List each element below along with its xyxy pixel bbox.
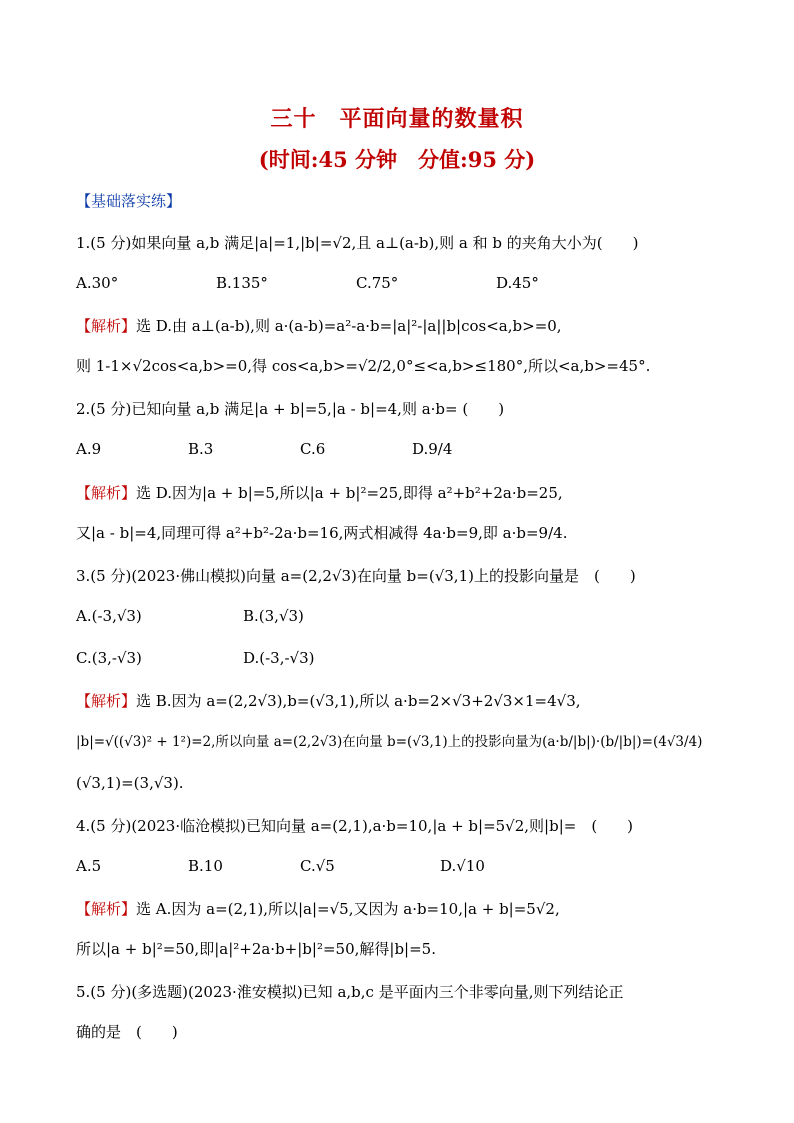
question-5-stem-cont: 确的是 ( )	[76, 1023, 178, 1041]
q2-analysis	[76, 482, 563, 504]
q1-option-c: C.75°	[356, 274, 399, 292]
q3-option-d: D.(-3,-√3)	[243, 649, 315, 667]
q1-analysis	[76, 315, 562, 337]
question-3-stem: 3.(5 分)(2023·佛山模拟)向量 a=(2,2√3)在向量 b=(√3,1)上的投影向量是 ( )	[76, 567, 636, 585]
analysis-label: 【解析】	[76, 317, 137, 335]
analysis-label: 【解析】	[76, 900, 137, 918]
q3-analysis	[76, 690, 581, 712]
q3-option-b: B.(3,√3)	[243, 607, 304, 625]
q3-option-a: A.(-3,√3)	[76, 607, 142, 625]
q1-option-a: A.30°	[76, 274, 119, 292]
analysis-text: 选 A.因为 a=(2,1),所以|a|=√5,又因为 a·b=10,|a + b|=5√2,	[136, 900, 560, 918]
question-5-stem: 5.(5 分)(多选题)(2023·淮安模拟)已知 a,b,c 是平面内三个非零向量,则下列结论正	[76, 983, 624, 1001]
analysis-label: 【解析】	[76, 484, 137, 502]
q1-analysis-line2: 则 1-1×√2cos<a,b>=0,得 cos<a,b>=√2/2,0°≤<a,b>≤180°,所以<a,b>=45°.	[76, 357, 651, 375]
q2-analysis-line2: 又|a - b|=4,同理可得 a²+b²-2a·b=16,两式相减得 4a·b=9,即 a·b=9/4.	[76, 524, 568, 542]
q3-analysis-line2: |b|=√((√3)² + 1²)=2,所以向量 a=(2,2√3)在向量 b=(√3,1)上的投影向量为(a·b/|b|)·(b/|b|)=(4√3/4)	[76, 734, 703, 750]
q1-option-b: B.135°	[216, 274, 268, 292]
q2-option-c: C.6	[300, 440, 326, 458]
question-4-stem: 4.(5 分)(2023·临沧模拟)已知向量 a=(2,1),a·b=10,|a + b|=5√2,则|b|= ( )	[76, 817, 634, 835]
q3-analysis-line3: (√3,1)=(3,√3).	[76, 774, 184, 792]
question-1-stem: 1.(5 分)如果向量 a,b 满足|a|=1,|b|=√2,且 a⊥(a-b),则 a 和 b 的夹角大小为( )	[76, 234, 639, 252]
analysis-text: 选 D.由 a⊥(a-b),则 a·(a-b)=a²-a·b=|a|²-|a||b|cos<a,b>=0,	[136, 317, 562, 335]
q2-option-d: D.9/4	[412, 440, 453, 458]
page-subtitle: (时间:45 分钟 分值:95 分)	[258, 147, 536, 172]
analysis-label: 【解析】	[76, 692, 137, 710]
analysis-text: 选 B.因为 a=(2,2√3),b=(√3,1),所以 a·b=2×√3+2√3×1=4√3,	[136, 692, 581, 710]
q4-analysis-line2: 所以|a + b|²=50,即|a|²+2a·b+|b|²=50,解得|b|=5.	[76, 940, 436, 958]
analysis-text: 选 D.因为|a + b|=5,所以|a + b|²=25,即得 a²+b²+2a·b=25,	[136, 484, 563, 502]
q2-option-b: B.3	[188, 440, 214, 458]
section-heading: 【基础落实练】	[76, 192, 182, 210]
question-2-stem: 2.(5 分)已知向量 a,b 满足|a + b|=5,|a - b|=4,则 a·b= ( )	[76, 400, 505, 418]
q4-option-d: D.√10	[440, 857, 485, 875]
q3-option-c: C.(3,-√3)	[76, 649, 142, 667]
q2-option-a: A.9	[76, 440, 102, 458]
page-title: 三十 平面向量的数量积	[270, 106, 524, 132]
q4-option-b: B.10	[188, 857, 223, 875]
q4-analysis	[76, 898, 560, 920]
q4-option-c: C.√5	[300, 857, 335, 875]
q1-option-d: D.45°	[496, 274, 539, 292]
q4-option-a: A.5	[76, 857, 102, 875]
